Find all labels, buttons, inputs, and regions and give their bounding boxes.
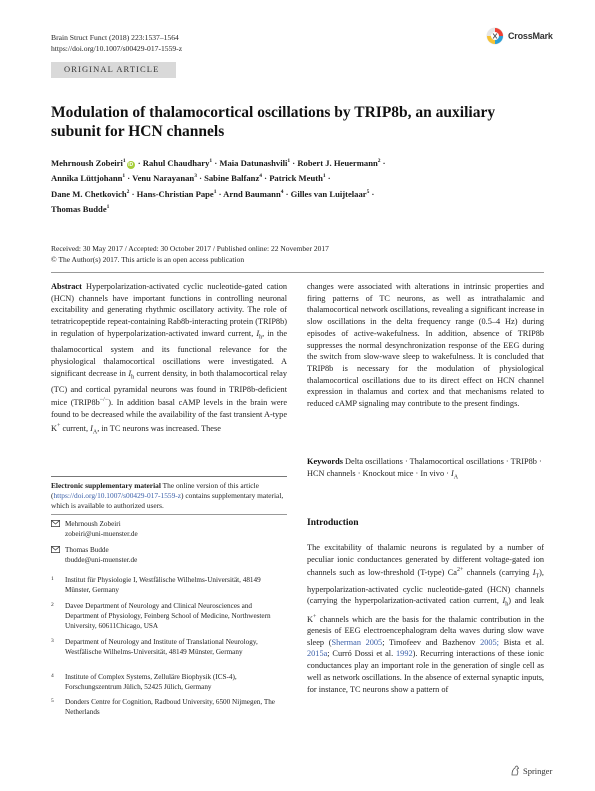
affiliation-number: 3 [51,638,54,644]
contact-name: Thomas Budde [65,546,109,554]
affiliation-text: Davee Department of Neurology and Clinical Neurosciences and Department of Physiology, Feinberg School of Medicine, Northwestern University, 60611Chicago, USA [65,602,271,631]
article-type-badge [51,62,176,78]
article-type-label: ORIGINAL ARTICLE [64,64,160,74]
divider-contacts [51,514,287,515]
abstract-label: Abstract [51,282,82,291]
affiliation-5 [51,697,287,717]
keywords-text: Delta oscillations · Thalamocortical oscillations · TRIP8b · HCN channels · Knockout mice · In vivo · $I_A$ [307,457,542,481]
affiliation-number: 2 [51,602,54,608]
author-affiliation-mark: 1 [209,158,213,164]
affiliation-text: Department of Neurology and Institute of Translational Neurology, Westfälische Wilhelms-Universität, 48149 Münster, Germany [65,638,258,657]
journal-header [51,33,182,54]
contact-email[interactable]: zobeiri@uni-muenster.de [65,530,138,539]
author-affiliation-mark: 1 [122,158,126,164]
affiliation-text: Donders Centre for Cognition, Radboud University, 6500 Nijmegen, The Netherlands [65,698,276,717]
dates-line: Received: 30 May 2017 / Accepted: 30 October 2017 / Published online: 22 November 2017 [51,244,329,253]
esm-note [51,481,286,511]
journal-doi[interactable]: https://doi.org/10.1007/s00429-017-1559-z [51,43,183,53]
author-name: Patrick Meuth [269,173,323,184]
esm-label: Electronic supplementary material [51,481,161,490]
author-name: Robert J. Heuermann [297,157,378,168]
contact-block-2 [51,545,287,565]
author-name: Arnd Baumann [223,188,281,199]
orcid-icon[interactable]: iD [128,161,134,168]
author-list: Mehrnoush Zobeiri$^1$iD · Rahul Chaudhary$^1$ · Maia Datunashvili$^1$ · Robert J. Heuermann$^2$ · Annika Lüttjohann$^1$ · Venu Narayanan$^3$ · Sabine Balfanz$^4$ · Patrick Meuth$^1$ · Dane M. Chetkovich$^2$ · Hans-Christian Pape$^1$ · Arnd Baumann$^4$ · Gilles van Luijtelaar$^5$ · Thomas Budde$^1$ [51,157,386,215]
esm-text-after: ) contains supplementary material, which is available to authorized users. [51,491,284,510]
abstract-text-left: Hyperpolarization-activated cyclic nucleotide-gated cation (HCN) channels have important functions in controlling neuronal excitability and generating rhythmic oscillatory activity. The role of tetratricopeptide repeat-containing Rab8b-interacting protein (TRIP8b) in regulation of hyperpolarization-activated inward current, $I_h$, in the thalamocortical system and its functional relevance for the physiological thalamocortical oscillations were investigated. A significant decrease in $I_h$ current density, in both thalamocortical relay (TC) and cortical pyramidal neurons was found in TRIP8b-deficient mice (TRIP8b−/−). In addition basal cAMP levels in the brain were found to be decreased while the availability of the fast transient A-type K+ current, $I_A$, in TC neurons was increased. These [51,282,288,436]
author-affiliation-mark: 3 [194,173,197,180]
esm-text-before: The online version of this article ( [51,481,259,500]
envelope-icon [51,546,60,556]
author-affiliation-mark: 1 [106,204,110,211]
contact-email[interactable]: tbudde@uni-muenster.de [65,556,138,565]
divider-top [51,272,544,273]
esm-link[interactable]: https://doi.org/10.1007/s00429-017-1559-z [53,491,182,500]
affiliation-4 [51,672,287,692]
envelope-icon [51,520,60,530]
author-affiliation-mark: 1 [213,188,217,195]
crossmark-label: CrossMark [508,31,553,41]
author-affiliation-mark: 5 [366,188,370,195]
author-affiliation-mark: 1 [122,173,126,180]
divider-esm [51,476,287,477]
author-name: Hans-Christian Pape [136,188,214,199]
abstract-text-right: changes were associated with alterations in intrinsic properties and firing patterns of TC neurons, as well as intrathalamic and thalamocortical network oscillations, revealing a significant increase in slow oscillations in the delta frequency range (0.5–4 Hz) during episodes of active-wakefulness. In addition, absence of TRIP8b suppresses the normal desynchronization response of the EEG during the switch from slow-wave sleep to wakefulness. It is concluded that TRIP8b is necessary for the modulation of physiological thalamocortical oscillations due to its direct effect on HCN channel expression in thalamus and cortex and that mechanisms related to reduced cAMP signaling may contribute to the present findings. [307,282,544,409]
author-affiliation-mark: 2 [126,188,130,195]
author-name: Sabine Balfanz [204,173,260,184]
affiliation-1 [51,575,287,595]
introduction-text: The excitability of thalamic neurons is regulated by a number of peculiar ionic conductances generated by different voltage-gated ion channels such as low-threshold (T-type) $Ca^{2+}$ channels (carrying $I_T$), hyperpolarization-activated cyclic nucleotide-gated (HCN) channels (carrying the hyperpolarization-activated cation current, $I_h$) and leak K+ channels which are the basis for the thalamic contribution in the genesis of EEG electroencephalogram delta waves during slow wave sleep (Sherman 2005; Timofeev and Bazhenov 2005; Bista et al. 2015a; Curró Dossi et al. 1992). Recurring interactions of these ionic conductances play an important role in the generation of single cell as well as network oscillations. In the absence of external synaptic inputs, for instance, TC neurons show a pattern of [307,543,545,694]
author-affiliation-mark: 1 [287,158,291,164]
affiliation-text: Institut für Physiologie I, Westfälische Wilhelms-Universität, 48149 Münster, Germany [65,576,261,595]
affiliation-3 [51,637,287,657]
author-name: Annika Lüttjohann [51,173,123,184]
affiliation-2 [51,601,287,632]
contact-block-1 [51,519,287,539]
copyright-line: © The Author(s) 2017. This article is an open access publication [51,254,245,264]
abstract-right-column [307,281,544,410]
affiliation-number: 5 [51,698,54,704]
author-name: Dane M. Chetkovich [51,188,127,199]
affiliation-number: 4 [51,673,54,679]
author-affiliation-mark: 2 [377,158,381,164]
crossmark-badge[interactable] [486,27,553,45]
author-name: Mehrnoush Zobeiri [51,157,123,168]
author-name: Rahul Chaudhary [142,157,210,168]
affiliation-number: 1 [51,576,54,582]
author-affiliation-mark: 4 [259,173,263,180]
introduction-heading: Introduction [307,518,359,528]
author-name: Thomas Budde [51,204,107,215]
author-affiliation-mark: 4 [280,188,284,195]
paper-title: Modulation of thalamocortical oscillations by TRIP8b, an auxiliary subunit for HCN channels [51,104,496,140]
springer-logo [510,765,552,776]
author-name: Gilles van Luijtelaar [290,188,367,199]
keywords-label: Keywords [307,457,343,466]
contact-name: Mehrnoush Zobeiri [65,520,121,528]
keywords-block [307,456,544,484]
publisher-name: Springer [523,765,553,776]
author-name: Venu Narayanan [132,173,195,184]
springer-horse-icon [510,765,520,776]
author-affiliation-mark: 1 [322,173,326,180]
crossmark-icon [486,27,504,45]
journal-citation: Brain Struct Funct (2018) 223:1537–1564 [51,33,179,42]
abstract-left-column [51,281,287,439]
author-name: Maia Datunashvili [219,157,288,168]
affiliation-text: Institute of Complex Systems, Zelluläre Biophysik (ICS-4), Forschungszentrum Jülich, 52425 Jülich, Germany [65,673,237,692]
publication-dates [51,244,329,265]
